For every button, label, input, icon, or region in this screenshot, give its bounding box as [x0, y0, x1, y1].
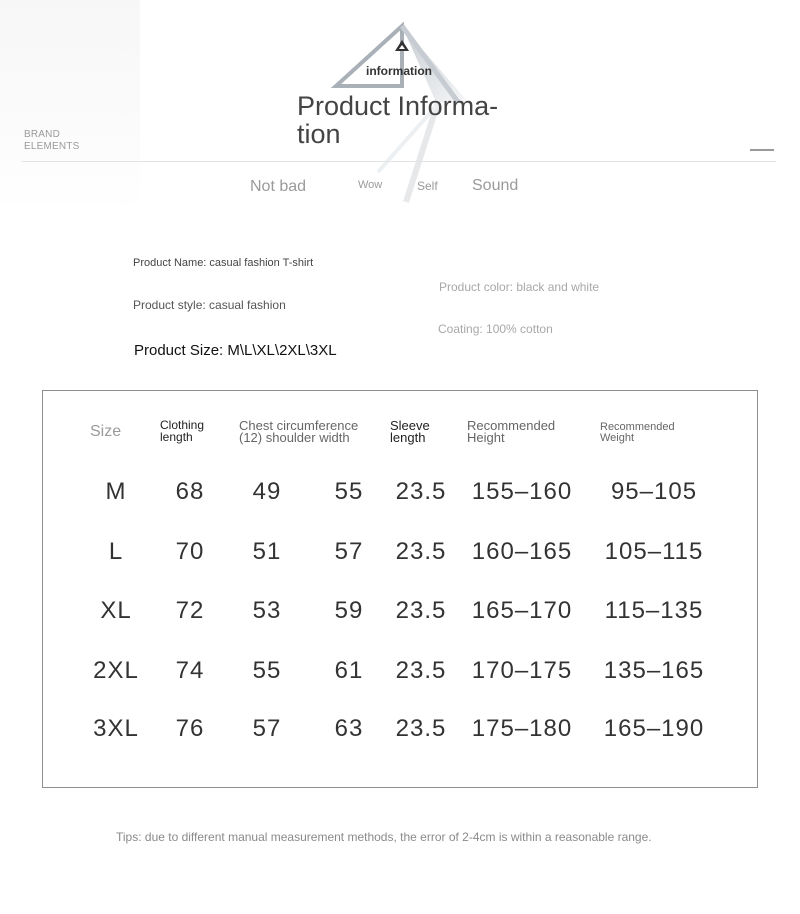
table-cell: 3XL [93, 715, 139, 742]
table-cell: 53 [252, 597, 282, 624]
measurement-tip: Tips: due to different manual measurement methods, the error of 2-4cm is within a reasonable range. [116, 830, 652, 844]
table-cell: 23.5 [395, 538, 447, 565]
header-clothing-length: Clothing length [160, 418, 205, 444]
dash-icon [750, 149, 774, 151]
table-cell: 63 [334, 715, 364, 742]
table-cell: 2XL [93, 657, 139, 684]
brand-elements-label: BRAND ELEMENTS [24, 129, 80, 152]
table-cell: 55 [252, 657, 282, 684]
nav-text-not-bad: Not bad [250, 178, 307, 195]
table-cell: 49 [252, 478, 282, 505]
table-cell: 70 [175, 538, 205, 565]
page-title: Product Informa- tion [297, 91, 499, 149]
table-cell: 165–190 [603, 715, 705, 742]
table-cell: 155–160 [471, 478, 573, 505]
header-recommended-height: Recommended Height [467, 418, 556, 445]
nav-text-sound: Sound [472, 177, 519, 194]
product-name: Product Name: casual fashion T-shirt [133, 257, 314, 269]
table-cell: 105–115 [604, 538, 704, 565]
table-cell: 72 [175, 597, 205, 624]
table-cell: 175–180 [471, 715, 573, 742]
table-cell: 23.5 [395, 657, 447, 684]
header-background [0, 0, 140, 212]
table-cell: 61 [334, 657, 364, 684]
header-chest-shoulder: Chest circumference (12) shoulder width [239, 418, 359, 445]
product-style: Product style: casual fashion [133, 298, 286, 312]
table-cell: 23.5 [395, 597, 447, 624]
table-cell: 170–175 [471, 657, 573, 684]
table-cell: 68 [175, 478, 205, 505]
table-cell: XL [100, 597, 132, 624]
header-sleeve-length: Sleeve length [390, 418, 430, 445]
table-cell: 23.5 [395, 715, 447, 742]
table-cell: 165–170 [471, 597, 573, 624]
header-recommended-weight: Recommended Weight [600, 421, 675, 444]
header-size: Size [90, 423, 122, 440]
table-cell: 55 [334, 478, 364, 505]
table-cell: 57 [334, 538, 364, 565]
nav-text-wow: Wow [358, 179, 383, 191]
table-cell: 76 [175, 715, 205, 742]
information-badge-text: information [366, 64, 432, 78]
table-cell: 95–105 [610, 478, 698, 505]
table-cell: L [108, 538, 124, 565]
table-cell: 160–165 [471, 538, 573, 565]
nav-text-self: Self [417, 179, 438, 193]
table-cell: 59 [334, 597, 364, 624]
table-cell: 115–135 [604, 597, 704, 624]
table-cell: 135–165 [603, 657, 705, 684]
header-divider [22, 161, 776, 162]
product-size: Product Size: M\L\XL\2XL\3XL [134, 342, 337, 359]
table-cell: 23.5 [395, 478, 447, 505]
product-color: Product color: black and white [439, 280, 600, 294]
table-cell: M [105, 478, 127, 505]
table-cell: 51 [252, 538, 282, 565]
table-cell: 57 [252, 715, 282, 742]
product-coating: Coating: 100% cotton [438, 322, 553, 336]
table-cell: 74 [175, 657, 205, 684]
